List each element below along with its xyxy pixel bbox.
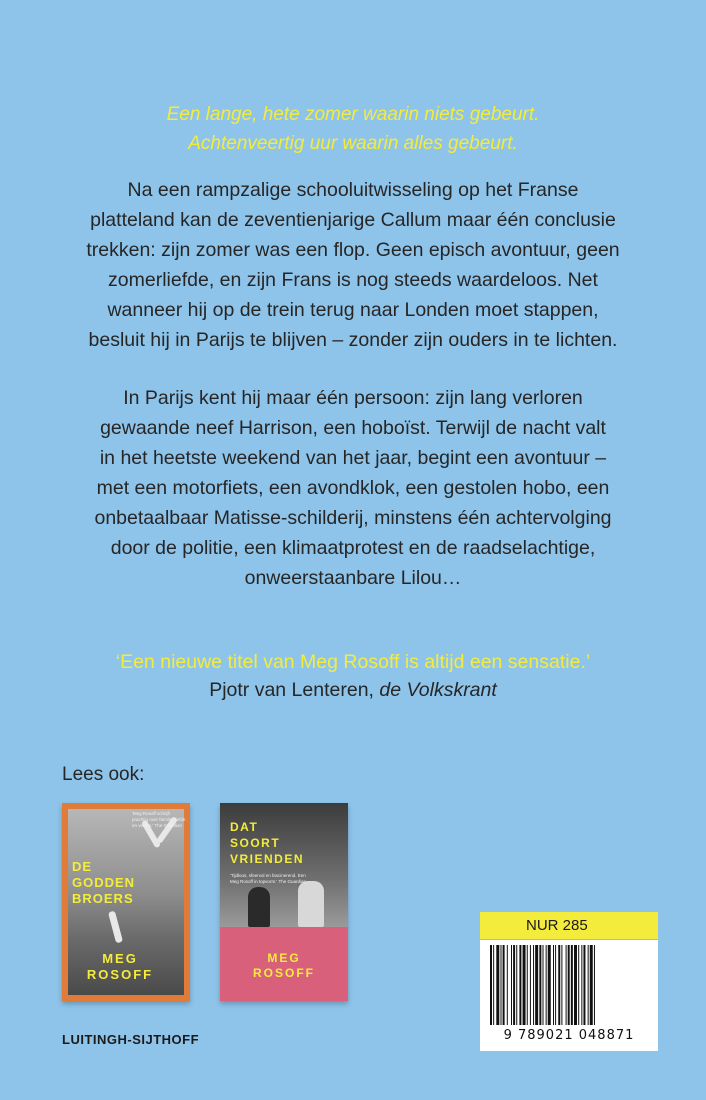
barcode-stripe bbox=[490, 945, 492, 1025]
book2-title-line: VRIENDEN bbox=[230, 852, 305, 866]
woman-figure bbox=[248, 887, 270, 927]
paragraph-line: door de politie, een klimaatprotest en de raadselachtige, bbox=[110, 537, 596, 559]
paragraph-line: platteland kan de zeventienjarige Callum maar één conclusie bbox=[90, 209, 616, 231]
barcode-stripe bbox=[543, 945, 544, 1025]
barcode-stripe bbox=[496, 945, 499, 1025]
barcode-stripe bbox=[581, 945, 582, 1025]
book1-author-line: MEG bbox=[102, 951, 138, 966]
tagline-line-1: Een lange, hete zomer waarin niets gebeurt. bbox=[166, 104, 540, 125]
blurb-paragraph-1 bbox=[40, 175, 666, 355]
barcode-stripe bbox=[533, 945, 534, 1025]
barcode-stripe bbox=[574, 945, 577, 1025]
barcode-stripe bbox=[546, 945, 547, 1025]
book1-title-line: GODDEN bbox=[72, 875, 136, 890]
book1-blurb: 'Meg Rosoff schrijft prachtig over familie, liefde en verlies.' The Guardian bbox=[132, 811, 186, 828]
paragraph-line: trekken: zijn zomer was een flop. Geen episch avontuur, geen bbox=[86, 239, 620, 261]
book-cover-de-godden-broers bbox=[62, 803, 190, 1001]
paragraph-line: besluit hij in Parijs te blijven – zonder zijn ouders in te lichten. bbox=[88, 329, 618, 351]
barcode-stripe bbox=[513, 945, 515, 1025]
paragraph-line: wanneer hij op de trein terug naar Londen moet stappen, bbox=[107, 299, 599, 321]
barcode-stripe bbox=[516, 945, 517, 1025]
book1-title-line: BROERS bbox=[72, 891, 134, 906]
blurb-paragraph-2 bbox=[40, 383, 666, 593]
paragraph-line: met een motorfiets, een avondklok, een gestolen hobo, een bbox=[96, 477, 610, 499]
book2-pink-band bbox=[220, 927, 348, 1001]
barcode-stripe bbox=[535, 945, 538, 1025]
paragraph-line: gewaande neef Harrison, een hoboïst. Terwijl de nacht valt bbox=[100, 417, 606, 439]
diver-figure bbox=[108, 911, 123, 944]
barcode-box bbox=[480, 912, 658, 1051]
paragraph-line: onweerstaanbare Lilou… bbox=[244, 567, 462, 589]
book2-author bbox=[220, 951, 348, 981]
book1-author-line: ROSOFF bbox=[86, 967, 154, 982]
paragraph-line: Na een rampzalige schooluitwisseling op het Franse bbox=[127, 179, 579, 201]
barcode-stripe bbox=[548, 945, 551, 1025]
woman-figure bbox=[298, 881, 324, 927]
book2-author-line: MEG bbox=[267, 951, 301, 965]
lees-ook-heading: Lees ook: bbox=[62, 764, 145, 785]
quote-text: ‘Een nieuwe titel van Meg Rosoff is altijd een sensatie.’ bbox=[115, 651, 591, 673]
book2-title bbox=[230, 819, 304, 867]
barcode-stripe bbox=[555, 945, 556, 1025]
barcode-stripe bbox=[519, 945, 521, 1025]
book-cover-dat-soort-vrienden bbox=[220, 803, 348, 1001]
paragraph-line: In Parijs kent hij maar één persoon: zijn lang verloren bbox=[123, 387, 583, 409]
tagline bbox=[0, 100, 706, 158]
paragraph-line: zomerliefde, en zijn Frans is nog steeds waardeloos. Net bbox=[108, 269, 598, 291]
quote-attribution-name: Pjotr van Lenteren, bbox=[209, 679, 380, 701]
barcode-stripe bbox=[507, 945, 508, 1025]
book2-title-line: DAT bbox=[230, 820, 259, 834]
review-quote bbox=[0, 648, 706, 704]
book2-author-line: ROSOFF bbox=[253, 966, 315, 980]
barcode-stripe bbox=[588, 945, 589, 1025]
book1-title bbox=[72, 859, 135, 907]
barcode-stripe bbox=[558, 945, 560, 1025]
barcode-stripe bbox=[539, 945, 541, 1025]
barcode-stripe bbox=[527, 945, 528, 1025]
book2-title-line: SOORT bbox=[230, 836, 281, 850]
barcode-stripe bbox=[583, 945, 585, 1025]
barcode-stripe bbox=[590, 945, 593, 1025]
book2-blurb: 'Tijdloos, sfeervol en fascinerend. Een Meg Rosoff in topvorm.' The Guardian bbox=[230, 873, 306, 884]
barcode-stripe bbox=[561, 945, 562, 1025]
book1-author bbox=[62, 951, 178, 983]
isbn-number: 9 789021 048871 bbox=[503, 1028, 635, 1043]
quote-attribution bbox=[0, 676, 706, 704]
paragraph-line: in het heetste weekend van het jaar, begint een avontuur – bbox=[99, 447, 607, 469]
book1-title-line: DE bbox=[72, 859, 93, 874]
barcode-stripe bbox=[578, 945, 579, 1025]
barcode-bars bbox=[490, 945, 648, 1025]
barcode-stripe bbox=[523, 945, 526, 1025]
barcode-stripe bbox=[571, 945, 573, 1025]
tagline-line-2: Achtenveertig uur waarin alles gebeurt. bbox=[188, 133, 518, 154]
nur-label: NUR 285 bbox=[480, 912, 658, 940]
quote-attribution-source: de Volkskrant bbox=[379, 679, 497, 701]
barcode-stripe bbox=[503, 945, 505, 1025]
barcode-stripe bbox=[530, 945, 531, 1025]
barcode-stripe bbox=[493, 945, 494, 1025]
barcode-stripe bbox=[594, 945, 595, 1025]
paragraph-line: onbetaalbaar Matisse-schilderij, minstens één achtervolging bbox=[94, 507, 612, 529]
barcode-stripe bbox=[568, 945, 570, 1025]
publisher-logo: LUITINGH-SIJTHOFF bbox=[62, 1032, 200, 1047]
barcode-stripe bbox=[566, 945, 567, 1025]
barcode-stripe bbox=[501, 945, 502, 1025]
barcode-stripe bbox=[511, 945, 512, 1025]
barcode-stripe bbox=[553, 945, 554, 1025]
